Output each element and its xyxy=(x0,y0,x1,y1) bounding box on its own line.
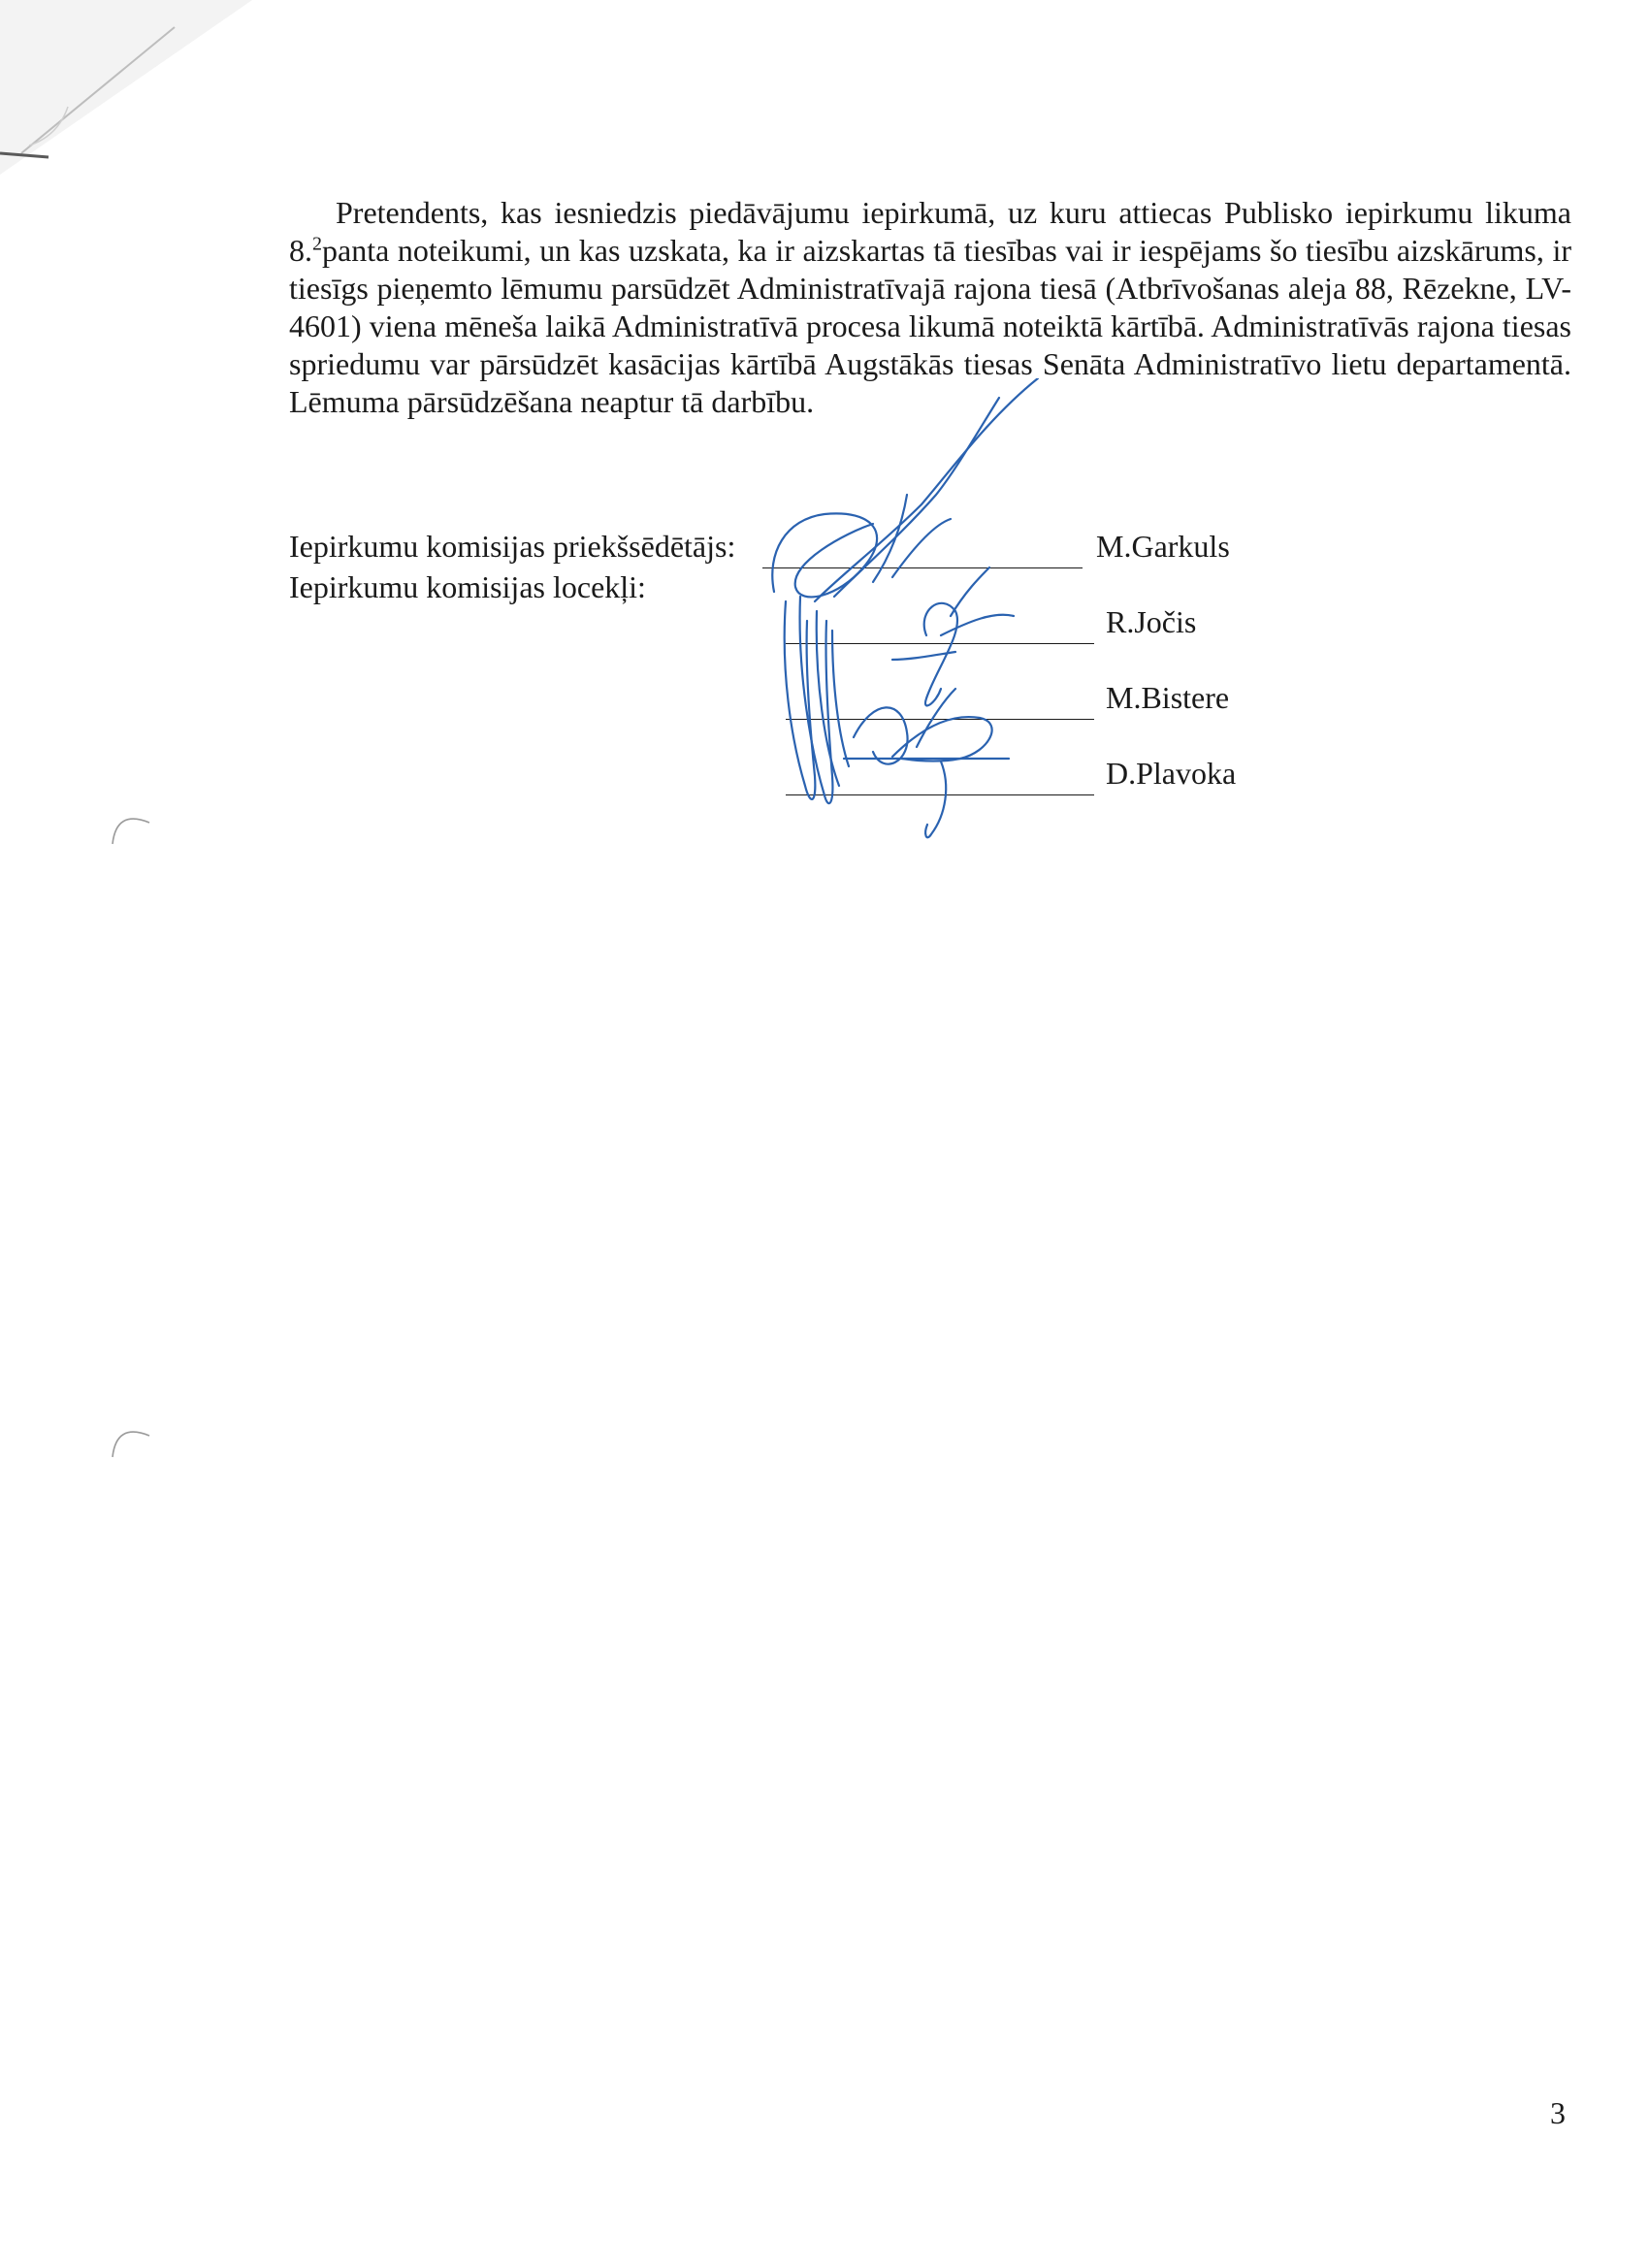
punch-hole-mark xyxy=(109,1416,153,1461)
appeal-paragraph xyxy=(289,194,1571,421)
signature-line-member-3 xyxy=(786,794,1094,795)
signature-line-member-1 xyxy=(786,643,1094,644)
members-label: Iepirkumu komisijas locekļi: xyxy=(289,569,646,604)
signer-name-member-2: M.Bistere xyxy=(1106,680,1230,715)
signer-name-member-3: D.Plavoka xyxy=(1106,756,1237,791)
signer-name-member-1: R.Jočis xyxy=(1106,604,1197,639)
punch-hole-mark xyxy=(109,803,153,848)
corner-fold-mark xyxy=(0,0,252,175)
signature-line-member-2 xyxy=(786,719,1094,720)
signature-line-chair xyxy=(762,567,1083,568)
signer-name-chair: M.Garkuls xyxy=(1096,529,1230,564)
page-number: 3 xyxy=(1550,2095,1566,2130)
chair-label: Iepirkumu komisijas priekšsēdētājs: xyxy=(289,529,736,564)
paragraph-text-start: Pretendents, kas iesniedzis piedāvājumu iepirkumā, uz kuru attiecas Publisko iepirkumu likuma 8. xyxy=(289,195,1571,269)
signature-block xyxy=(289,529,1259,849)
paragraph-superscript: 2 xyxy=(312,233,322,255)
paragraph-text-end: panta noteikumi, un kas uzskata, ka ir aizskartas tā tiesības vai ir iespējams šo tiesību aizskārums, ir tiesīgs pieņemto lēmumu parsūdzēt Administratīvajā rajona tiesā (Atbrīvošanas aleja 88, Rēzekne, LV-4601) viena mēneša laikā Administratīvā procesa likumā noteiktā kārtībā. Administratīvās rajona tiesas spriedumu var pārsūdzēt kasācijas kārtībā Augstākās tiesas Senāta Administratīvo lietu departamentā. Lēmuma pārsūdzēšana neaptur tā darbību. xyxy=(289,233,1571,420)
